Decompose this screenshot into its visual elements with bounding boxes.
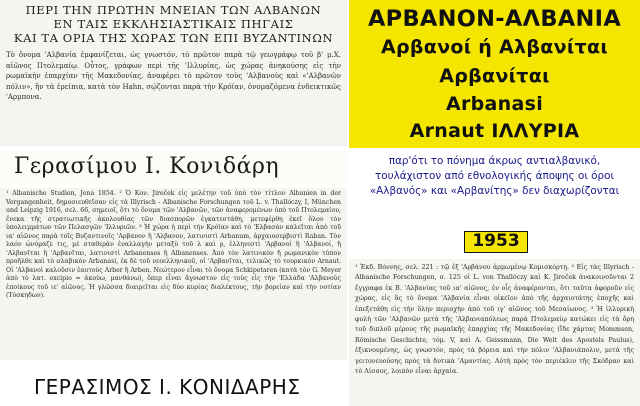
heading-line: ΕΝ ΤΑΙΣ ΕΚΚΛΗΣΙΑΣΤΙΚΑΙΣ ΠΗΓΑΙΣ [53, 17, 294, 31]
author-banner [0, 151, 347, 184]
quote-text: παρ'ότι το πόνημα άκρως αντιαλβανικό, τουλάχιστον από εθνολογικής άποψης οι όροι «Αλβανός» και «Αρβανίτης» δεν διαχωρίζονται [369, 155, 620, 197]
bottom-footnotes-text: ¹ Ἐκδ. Βόννης, σελ. 221 : τῷ ἐξ 'Αρβάνου ἀρμωμένῳ Κομισκόρτῃ. ² Εἰς τὰς Illyrisch - Albanische Forschungen, σ. 125 οἱ L. von Thallóczy καὶ K. Jireček ἀνακοινοῦνται 2 ἔγγραφα ἐκ Β. 'Αλβανίας τοῦ ια' αἰῶνος, ἐν οἷς ἀναφέρονται, ὅτι ταῦτα ἀφοροῦν εἰς χώρας, εἰς ἃς τὸ ὄνομα 'Αλβανία εἶναι οἰκεῖον ἀπὸ τῆς ἀρχαιοτάτης ἐποχῆς καὶ ἐπεξετάθη εἰς τὴν ὅλην περιοχὴν ἀπὸ τοῦ ιγ' αἰῶνος τοῦ Μεσαίωνος. ³ Ἡ ἰλλυρικὴ φυλὴ τῶν 'Αλβανῶν μετὰ τῆς 'Αλβανιαπόλεως παρὰ Πτολεμαίῳ κατώκει εἰς τὰ ὄρη τοῦ διπλοῦ μέρους τῆς ρωμαϊκῆς ἐπαρχίας τῆς Μακεδονίας (ἴδε χάρτας Mommsen, Römische Geschichte, τόμ. V, καὶ A. Geissmann, Die Welt des Apostels Paulus), ἐξικνουμένης, ὡς γνωστόν, πρὸς τὰ βόρεια καὶ τὴν πόλιν 'Αλβανιάπολιν, μετὰ τῆς γειτονευούσης πρὸς τὰ δυτικὰ 'Αμαντίας. Αὐτὴ πρὸς τὸν περιέκλιν τῆς Σκόδραν καὶ τὸ Λίσσος, λοιπὸν εἶναι ἀρχαία. [355, 264, 634, 376]
author-name-caps: ΓΕΡΑΣΙΜΟΣ Ι. ΚΟΝΙΔΑΡΗΣ [34, 375, 301, 399]
heading-line: ΠΕΡΙ ΤΗΝ ΠΡΩΤΗΝ ΜΝΕΙΑΝ ΤΩΝ ΑΛΒΑΝΩΝ [25, 3, 322, 17]
article-title-scan [0, 0, 347, 146]
quote-box [349, 151, 640, 229]
year-badge: 1953 [464, 231, 528, 253]
title-line: Αρβανοί ή Αλβανίται [380, 36, 609, 58]
article-heading [6, 3, 341, 45]
footnotes-text: ¹ Albanische Studien, Jena 1854. ² Ὁ Κον. Jireček εἰς μελέτην τοῦ ὑπὸ τὸν τίτλον Albanien in der Vergangenheit, δημοσιευθεῖσαν εἰς τὰ Illyrisch - Albanische Forschungen τοῦ L. v. Thallóczy, I, München und Leipzig 1916, σελ. 66, σημειοῖ, ὅτι τὸ ὄνομα τῶν 'Αλβανῶν, τῶν ἀναφερομένων ὑπὸ τοῦ Πτολεμαίου, ἕνεκα τῆς στρατιωτικῆς ἀκολουθίας τῶν διασπορῶν ἐγκατεστάθη, μετεφέρθη ἐκεῖ ὅλον τὸν ὑπολειμμάτων τῶν Πελασγῶν 'Ιλλυριῶν. ³ Ἡ χώρα ἡ περὶ τὴν Κρόϊαν καὶ τὸ 'Ελβασάν καλεῖται ἀπὸ τοῦ ια' αἰῶνος παρὰ τοῖς Βυζαντινοῖς 'Αρβανον ἢ 'Αλβανον, λατινιστὶ Arbanum, ἀρχαιοσερβιστὶ Raban. Τὸν λαόν ὠνόμαζε τις, μὲ σταθερὰν ἐναλλαγὴν μεταξὺ τοῦ λ καὶ ρ, ἑλληνιστὶ 'Αρβανοί ἢ 'Αλβανοί, ἢ 'Αλβανῖται ἢ 'Αρβανῖται, λατινιστὶ Arbanenses ἢ Albanenses. Ἀπὸ τὸν λατινικὸν ἢ ρωμανικὸν τύπον προῆλθε καὶ τὸ σλαβικὸν Arbanasi, ἐκ δὲ τοῦ νεοελληνικοῦ, οἱ 'Αρβανῖται, τελικῶς τὸ τουρκικὸν Arnaut. Οἱ 'Αλβανοὶ καλοῦσιν ἑαυτοὺς Arber ἢ Arben. Νεώτερον εἶναι τὸ ὄνομα Schkipetaren (κατὰ τὸν G. Meyer ἀπὸ τὸ λατ. excipio = ἀκούω, μανθάνω), ὅπερ εἶναι ἄγνωστον εἰς τοὺς εἰς τὴν 'Ελλάδα 'Αλβανοὺς ἐποίκους τοῦ ιε' αἰῶνος. Ἡ γλῶσσα διαιρεῖται εἰς δύο κυρίας διαλέκτους, τὴν βορείαν καὶ τὴν νοτίαν (Τόσκηδων). [6, 190, 341, 299]
author-name: Γερασίμου Ι. Κονιδάρη [14, 154, 280, 179]
title-line: Arnaut ΙΛΛΥΡΙΑ [409, 120, 580, 142]
bottom-footnotes-scan [349, 259, 640, 406]
heading-line: ΚΑΙ ΤΑ ΟΡΙΑ ΤΗΣ ΧΩΡΑΣ ΤΩΝ ΕΠΙ ΒΥΖΑΝΤΙΝΩΝ [13, 31, 334, 45]
yellow-title-box [349, 0, 640, 148]
title-line: Αρβανίται [439, 65, 550, 87]
year-area [349, 229, 640, 255]
author-caps-banner [0, 365, 347, 406]
title-line: ΑΡΒΑΝΟΝ-ΑΛΒΑΝΙΑ [367, 6, 622, 32]
article-intro-text: Τὸ ὄνομα 'Αλβανία ἐμφανίζεται, ὡς γνωστόν, τὸ πρῶτον παρὰ τῷ γεωγράφῳ τοῦ β' μ.Χ. αἰῶνος Πτολεμαίῳ. Οὗτος, γράφων περὶ τῆς 'Ιλλυρίας, ὡς χώρας ἀνηκούσης εἰς τὴν ρωμαϊκὴν ἐπαρχίαν τῆς Μακεδονίας, ἀναφέρει τὸ πρῶτον τοὺς 'Αλβανοὺς καὶ «'Αλβανῶν πόλιν», ἣν τὰ ἐρείπια, κατὰ τὸν Hahn, σῴζονται παρὰ τὴν Κρόϊαν, ὀνομαζόμενα ἐνδεικτικῶς 'Αρμπονα. [6, 51, 341, 102]
footnotes-scan [0, 188, 347, 360]
title-line: Arbanasi [445, 93, 544, 115]
